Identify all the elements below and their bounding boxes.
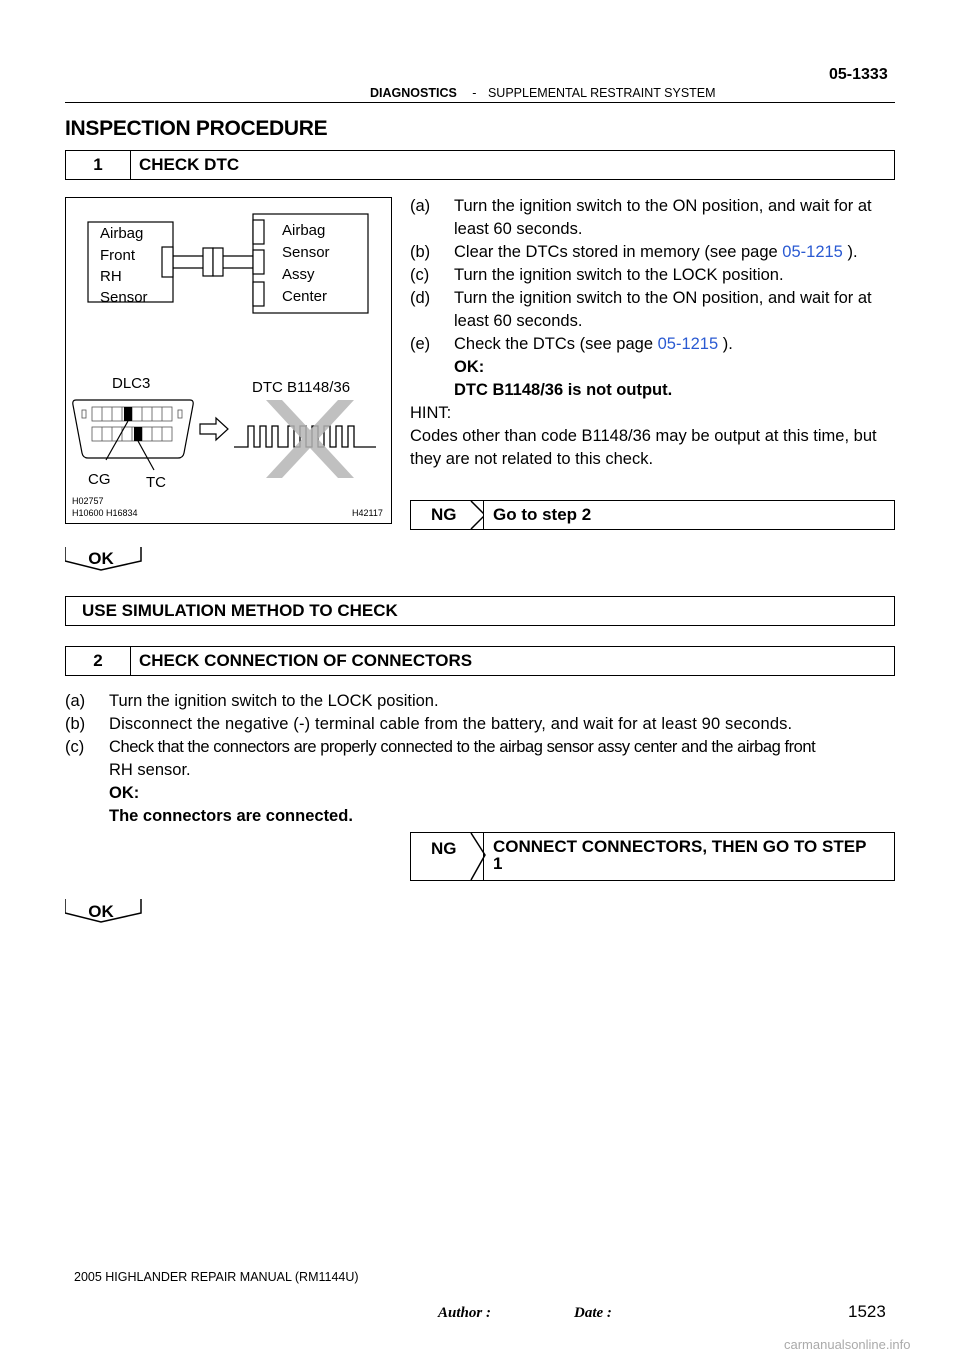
hint-label: HINT: xyxy=(410,404,452,422)
cross-out-icon xyxy=(266,400,354,478)
step-1-ng-box xyxy=(410,500,895,530)
step-1-ok-text: DTC B1148/36 is not output. xyxy=(454,381,673,399)
center-label-3: Assy xyxy=(282,266,315,283)
watermark: carmanualsonline.info xyxy=(784,1337,911,1352)
page-link-05-1215[interactable]: 05-1215 xyxy=(782,243,843,261)
tc-label: TC xyxy=(146,474,166,491)
dtc-label: DTC B1148/36 xyxy=(252,379,351,396)
sensor-label-3: RH xyxy=(100,268,122,285)
cg-pin xyxy=(124,407,132,421)
step-1-number: 1 xyxy=(66,151,131,179)
center-label-1: Airbag xyxy=(282,222,326,239)
step-1-ok-tag: OK xyxy=(65,547,143,569)
step-2-ng-action-1: CONNECT CONNECTORS, THEN GO TO STEP xyxy=(493,837,867,856)
section-name: DIAGNOSTICS xyxy=(370,86,457,100)
center-label-4: Center xyxy=(282,288,328,305)
dlc3-connector xyxy=(73,400,193,458)
tc-pin xyxy=(134,427,142,441)
page-link-05-1215-2[interactable]: 05-1215 xyxy=(657,335,719,353)
manual-footer: 2005 HIGHLANDER REPAIR MANUAL (RM1144U) xyxy=(74,1270,359,1284)
sensor-connector xyxy=(162,247,173,277)
step-2-items: (a) Turn the ignition switch to the LOCK position. (b) Disconnect the negative (-) terminal cable from the battery, and wait for at least 90 seconds. (c) Check that the connectors are properly connected to the airbag sensor assy center and the airbag front RH sensor. OK: The connectors are connected. xyxy=(65,690,900,830)
wiring-figure xyxy=(65,197,392,524)
step-2-ng-label: NG xyxy=(431,839,457,858)
simulation-text: USE SIMULATION METHOD TO CHECK xyxy=(82,601,398,620)
header-rule xyxy=(65,102,895,103)
author-label: Author : xyxy=(438,1305,491,1321)
step-1-ng-action: Go to step 2 xyxy=(493,505,592,524)
figure-id: H42117 xyxy=(352,508,383,518)
step-1-items: (a) Turn the ignition switch to the ON position, and wait for at least 60 seconds. (b) Clear the DTCs stored in memory (see page 05-1215 ). (c) Turn the ignition switch to the LOCK position. (d) Turn the ignition switch to the ON position, and wait for at least 60 seconds. (e) Check the DTCs (see page 05-1215 ). OK: DTC B1148/36 is not output. HINT: Codes other than code B1148/36 may be output at this time, but they are not related to this check. xyxy=(410,195,900,485)
step-2-ok-text: The connectors are connected. xyxy=(109,807,353,825)
sensor-label-1: Airbag xyxy=(100,225,144,242)
step-1-title: CHECK DTC xyxy=(139,155,240,174)
center-connector-3 xyxy=(253,282,264,306)
center-label-2: Sensor xyxy=(282,244,330,261)
inline-connector-a xyxy=(203,248,213,276)
ng-divider xyxy=(483,501,484,529)
step-2-number: 2 xyxy=(66,647,131,675)
date-label: Date : xyxy=(574,1305,612,1321)
arrow-icon xyxy=(200,418,228,440)
simulation-box xyxy=(65,596,895,626)
step-2-ng-action-2: 1 xyxy=(493,854,503,873)
step-2-header xyxy=(65,646,895,676)
page-title: INSPECTION PROCEDURE xyxy=(65,117,328,140)
ref-top: H02757 xyxy=(72,496,104,506)
ng-divider-2 xyxy=(483,833,484,880)
step-2-ng-box xyxy=(410,832,895,881)
center-connector-1 xyxy=(253,220,264,244)
step-1-ok-label: OK: xyxy=(454,358,485,376)
hint-line-1: Codes other than code B1148/36 may be output at this time, but xyxy=(410,427,877,445)
hint-line-2: they are not related to this check. xyxy=(410,450,654,468)
ref-bottom: H10600 H16834 xyxy=(72,508,138,518)
step-2-title: CHECK CONNECTION OF CONNECTORS xyxy=(139,651,473,670)
step-1-header xyxy=(65,150,895,180)
center-connector-2 xyxy=(253,250,264,274)
sensor-label-4: Sensor xyxy=(100,289,148,306)
running-header xyxy=(370,86,716,100)
step-2-ok-tag: OK xyxy=(65,899,143,921)
subsection-name: SUPPLEMENTAL RESTRAINT SYSTEM xyxy=(487,86,716,100)
header-separator: - xyxy=(472,86,477,100)
dlc3-label: DLC3 xyxy=(112,375,151,392)
wiring-diagram xyxy=(66,198,391,523)
step-2-ok-label: OK: xyxy=(109,784,140,802)
page-code: 05-1333 xyxy=(829,66,888,83)
sensor-label-2: Front xyxy=(100,247,136,264)
step-1-ng-label: NG xyxy=(431,505,457,524)
page-folio: 1523 xyxy=(848,1302,886,1321)
inline-connector-b xyxy=(213,248,223,276)
cg-label: CG xyxy=(88,471,111,488)
